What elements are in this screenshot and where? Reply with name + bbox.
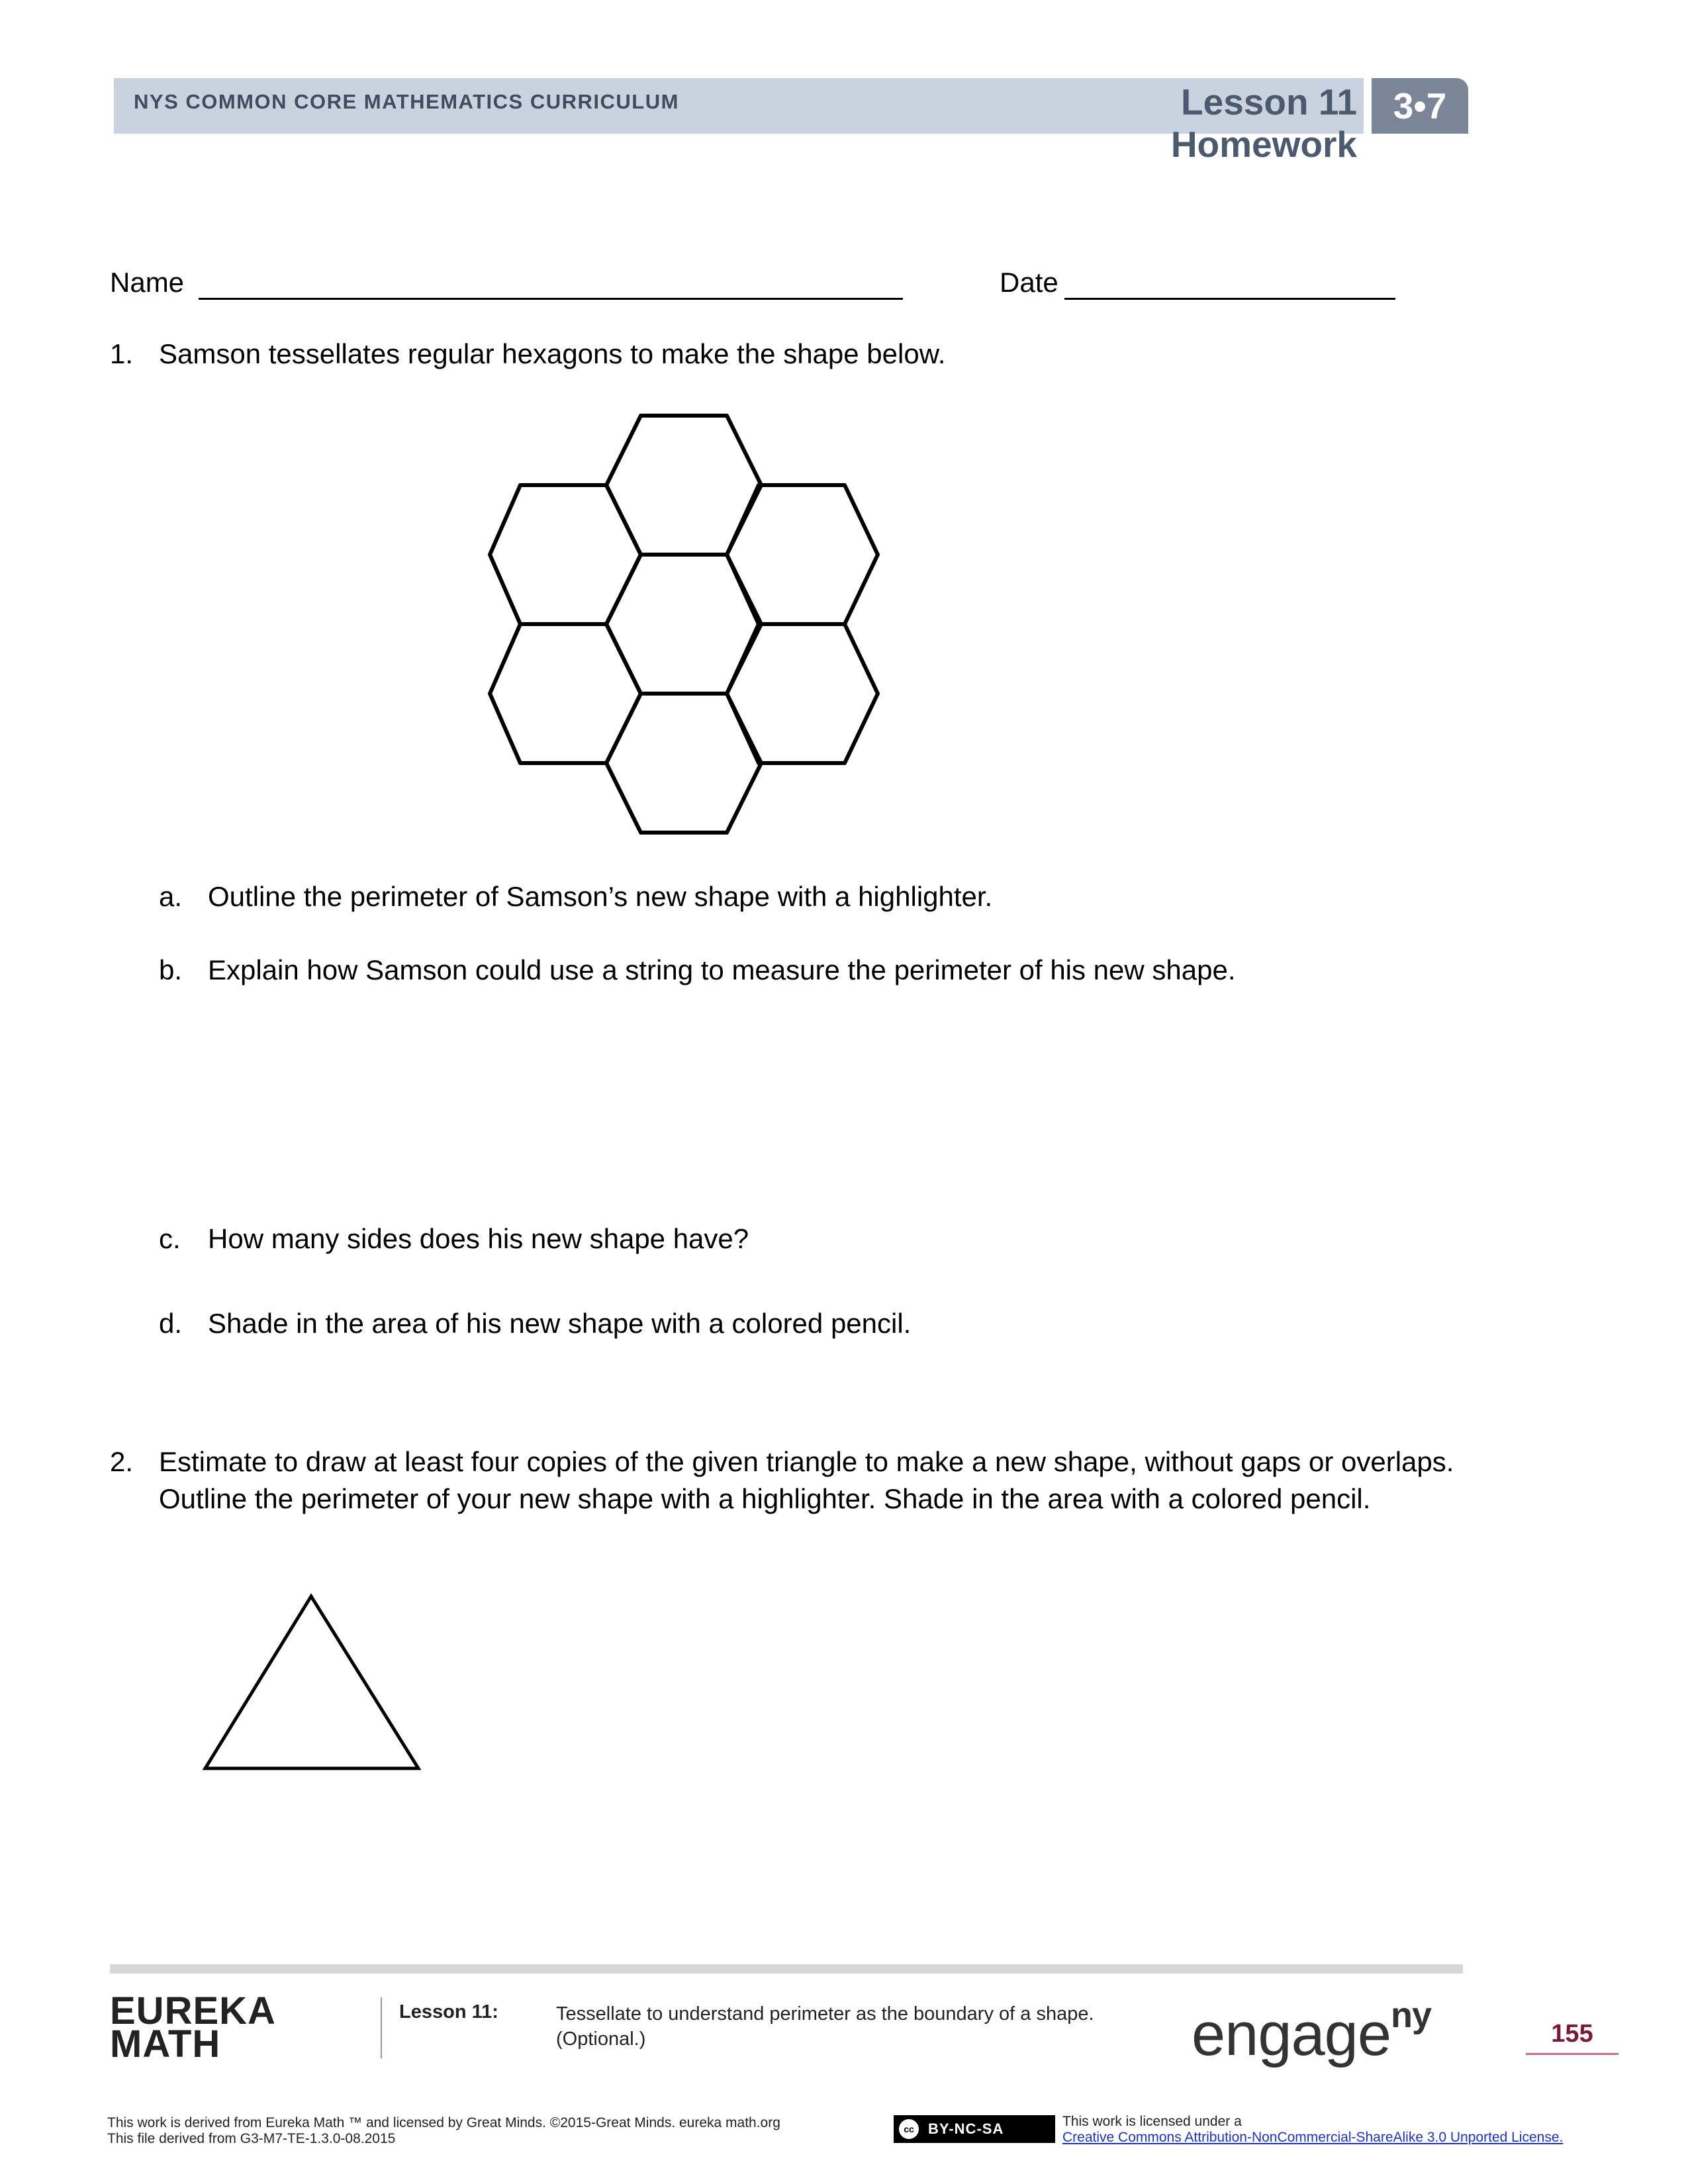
part-c-letter: c.	[159, 1223, 181, 1254]
problem-2-number: 2.	[110, 1446, 134, 1477]
license-text: This work is licensed under a Creative Commons Attribution-NonCommercial-ShareAlike 3.0 Unported License.	[1062, 2114, 1564, 2145]
date-label: Date	[1000, 267, 1058, 298]
footer-rule	[110, 1964, 1463, 1974]
footer-lesson-description: Tessellate to understand perimeter as the boundary of a shape. (Optional.)	[556, 2003, 1094, 2050]
page-number-underline	[1526, 2053, 1618, 2055]
problem-1-prompt: Samson tessellates regular hexagons to make the shape below.	[159, 338, 946, 369]
footer-divider	[381, 1997, 382, 2058]
part-b-letter: b.	[159, 954, 183, 985]
part-a-letter: a.	[159, 881, 183, 912]
triangle-shape	[205, 1596, 418, 1768]
name-label: Name	[110, 267, 185, 298]
license-link[interactable]: Creative Commons Attribution-NonCommercial-ShareAlike 3.0 Unported License.	[1062, 2130, 1564, 2145]
credit-text: This work is derived from Eureka Math ™ and licensed by Great Minds. ©2015-Great Minds. eureka math.org This file derived from G3-M7-TE-1.3.0-08.2015	[107, 2115, 780, 2146]
curriculum-title: NYS COMMON CORE MATHEMATICS CURRICULUM	[134, 90, 679, 113]
problem-2-line-2: Outline the perimeter of your new shape with a highlighter. Shade in the area with a colored pencil.	[159, 1483, 1371, 1514]
cc-icon: cc	[899, 2119, 919, 2139]
engageny-logo: engage$^{ny}$	[1192, 1995, 1432, 2068]
problem-1-number: 1.	[110, 338, 134, 369]
part-c-text: How many sides does his new shape have?	[208, 1223, 749, 1254]
lesson-title: Lesson 11 Homework	[1170, 81, 1357, 165]
part-d-letter: d.	[159, 1308, 183, 1339]
page-number: 155	[1551, 2020, 1593, 2048]
problem-2-line-1: Estimate to draw at least four copies of the given triangle to make a new shape, without gaps or overlaps.	[159, 1446, 1454, 1477]
eureka-math-logo: EUREKA MATH	[110, 1989, 276, 2066]
part-d-text: Shade in the area of his new shape with a colored pencil.	[208, 1308, 912, 1339]
footer-lesson-label: Lesson 11:	[399, 2001, 498, 2023]
part-b-text: Explain how Samson could use a string to measure the perimeter of his new shape.	[208, 954, 1236, 985]
grade-module-badge: 3•7	[1372, 78, 1468, 134]
part-a-text: Outline the perimeter of Samson’s new shape with a highlighter.	[208, 881, 993, 912]
cc-license-badge: cc BY-NC-SA	[894, 2115, 1055, 2143]
